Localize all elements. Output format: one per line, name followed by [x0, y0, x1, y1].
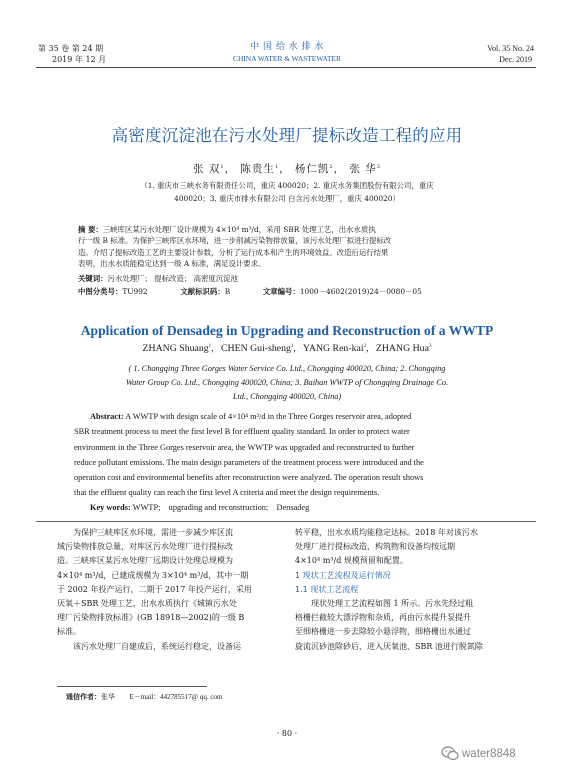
- abstract-en: Abstract: A WWTP with design scale of 4×10⁴ m³/d in the Three Gorges reservoir area, adopted SBR treatment process to meet the first level B for effluent quality standard. In order to protect water environment in the Three Gorges reservoir area, the WWTP was upgraded and reconstructed to further reduce pollutant emissions. The main design parameters of the treatment process were introduced and the operation cost and environmental benefits after reconstruction were analyzed. The operation result shows that the effluent quality can reach the first level A criteria and meet the design requirements.: [74, 412, 424, 498]
- corresponding-author: 通信作者：张华 E－mail：442785517@ qq. com: [66, 692, 223, 701]
- page-number: · 80 ·: [276, 729, 298, 738]
- footnote-rule: [57, 686, 207, 687]
- keywords-en: Key words: WWTP; upgrading and reconstruction; Densadeg: [90, 503, 310, 512]
- abstract-cn: 摘 要：三峡库区某污水处理厂设计规模为 4×10⁴ m³/d，采用 SBR 处理工艺，出水水质执 行一级 B 标准。为保护三峡库区水环境，进一步削减污染物排放量，该污水处理厂拟进行提标改 造。介绍了提标改造工艺的主要设计参数，分析了运行成本和产生的环境效益。改造后运行结果 表明，出水水质能稳定达到一级 A 标准，满足设计要求。: [78, 225, 392, 268]
- abstract-cn-label: 摘 要：: [78, 225, 103, 234]
- abstract-en-label: Abstract:: [90, 412, 124, 421]
- section-heading-1: 1 现状工艺流程及运行情况: [295, 570, 391, 580]
- affiliation-en-2: Water Group Co. Ltd., Chongqing 400020, China; 3. Baihan WWTP of Chongqing Drainage Co.: [125, 378, 449, 387]
- section-heading-1-1: 1.1 现状工艺流程: [295, 584, 359, 594]
- body-right-column: 转平稳，出水水质均能稳定达标。2018 年对该污水 处理厂进行提标改造，构筑物和设备均按远期 4×10⁴ m³/d 规模预留和配置。 1 现状工艺流程及运行情况 1.1 现状工艺流程 现状处理工艺流程如图 1 所示。污水先经过粗 格栅拦截较大漂浮物和杂质，再由污水提升泵提升 至细格栅进一步去除较小悬浮物，细格栅出水通过 旋流沉砂池除砂后，进入厌氧池、SBR 池进行脱氮除: [295, 526, 520, 654]
- journal-name-cn: 中 国 给 水 排 水: [250, 42, 324, 52]
- affiliation-cn-2: 400020；3. 重庆市排水有限公司 白含污水处理厂，重庆 400020）: [174, 194, 400, 203]
- authors-en: ZHANG Shuang$^1$, CHEN Gui-sheng$^1$, YANG Ren-kai$^2$, ZHANG Hua$^3$: [142, 343, 432, 354]
- header-rule: [36, 67, 536, 68]
- volume-issue-cn: 第 35 卷 第 24 期: [38, 44, 104, 53]
- keywords-cn: 关键词：污水处理厂； 提标改造； 高密度沉淀池: [78, 274, 238, 283]
- watermark: water8848: [441, 746, 516, 761]
- wechat-icon: [441, 746, 459, 761]
- article-title-en: Application of Densadeg in Upgrading and Reconstruction of a WWTP: [80, 323, 494, 338]
- authors-cn: 张 双$^1$， 陈贵生$^1$， 杨仁凯$^2$， 张 华$^3$: [193, 163, 381, 175]
- abstract-rule: [36, 521, 536, 522]
- date-en: Dec. 2019: [499, 55, 532, 64]
- affiliation-cn-1: （1. 重庆市三峡水务有限责任公司，重庆 400020；2. 重庆水务集团股份有限公司，重庆: [140, 181, 434, 190]
- body-left-column: 为保护三峡库区水环境，需进一步减少库区流 域污染物排放总量，对库区污水处理厂进行提标改 造。三峡库区某污水处理厂远期设计处理总规模为 4×10⁴ m³/d，已建成规模为 3×10⁴ m³/d，其中一期 于 2002 年投产运行，二期于 2017 年投产运行，采用 厌氧＋SBR 处理工艺，出水水质执行《城镇污水处 理厂污染物排放标准》(GB 18918—2002)的一级 B 标准。 该污水处理厂自建成后，系统运行稳定，设备运: [57, 528, 252, 651]
- volume-issue-en: Vol. 35 No. 24: [487, 44, 534, 53]
- classification-line: 中图分类号：TU992 文献标识码：B 文章编号：1000－4602(2019)24－0080－05: [78, 287, 422, 296]
- affiliation-en-3: Ltd., Chongqing 400020, China): [232, 392, 342, 401]
- date-cn: 2019 年 12 月: [52, 55, 107, 64]
- affiliation-en-1: ( 1. Chongqing Three Gorges Water Service Co. Ltd., Chongqing 400020, China; 2. Chongqing: [128, 364, 446, 373]
- journal-name-en: CHINA WATER & WASTEWATER: [233, 54, 341, 63]
- email-link[interactable]: E－mail：442785517@ qq. com: [129, 693, 223, 701]
- article-title-cn: 高密度沉淀池在污水处理厂提标改造工程的应用: [111, 126, 463, 145]
